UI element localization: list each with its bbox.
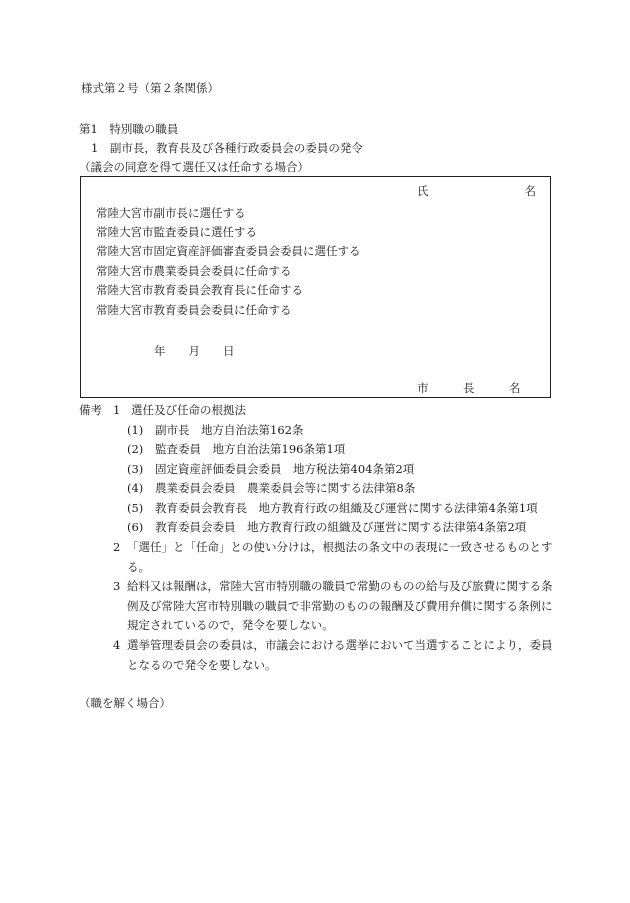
subsection-title: 1 副市長，教育長及び各種行政委員会の委員の発令 xyxy=(91,141,363,155)
form-number: 様式第２号（第２条関係） xyxy=(81,81,219,95)
law-number: (1) xyxy=(127,423,144,437)
note-2-text: 「選任」と「任命」との使い分けは，根拠法の条文中の表現に一致させるものとする。 xyxy=(127,540,553,574)
note-3-number: 3 xyxy=(113,579,121,593)
law-text: 監査委員 地方自治法第196条第1項 xyxy=(155,442,346,456)
law-number: (2) xyxy=(127,442,144,456)
dismissal-case-label: （職を解く場合） xyxy=(79,696,171,710)
appointment-line: 常陸大宮市教育委員会委員に任命する xyxy=(96,303,292,317)
law-text: 教育委員会教育長 地方教育行政の組織及び運営に関する法律第4条第1項 xyxy=(155,501,538,515)
name-label: 氏 名 xyxy=(417,184,536,198)
law-text: 農業委員会委員 農業委員会等に関する法律第8条 xyxy=(155,481,416,495)
appointment-line: 常陸大宮市固定資産評価審査委員会委員に選任する xyxy=(96,244,361,258)
law-text: 固定資産評価委員会委員 地方税法第404条第2項 xyxy=(155,462,415,476)
case-label: （議会の同意を得て選任又は任命する場合） xyxy=(79,160,309,174)
mayor-label: 市 長 名 xyxy=(417,381,521,395)
law-number: (6) xyxy=(127,520,144,534)
date-label: 年 月 日 xyxy=(154,344,235,358)
appointment-line: 常陸大宮市副市長に選任する xyxy=(96,206,246,220)
law-number: (4) xyxy=(127,481,144,495)
note-1-number: 1 xyxy=(113,403,121,417)
law-number: (3) xyxy=(127,462,144,476)
section-title: 第1 特別職の職員 xyxy=(79,122,179,136)
note-4-number: 4 xyxy=(113,638,121,652)
law-text: 教育委員会委員 地方教育行政の組織及び運営に関する法律第4条第2項 xyxy=(155,520,527,534)
note-3-text: 給料又は報酬は，常陸大宮市特別職の職員で常勤のものの給与及び旅費に関する条例及び常陸大宮市特別職の職員で非常勤のものの報酬及び費用弁償に関する条例に規定されているので，発令を要しない。 xyxy=(127,579,553,632)
appointment-line: 常陸大宮市農業委員会委員に任命する xyxy=(96,264,292,278)
law-text: 副市長 地方自治法第162条 xyxy=(155,423,304,437)
note-1-title: 選任及び任命の根拠法 xyxy=(131,403,246,417)
notes-label: 備考 xyxy=(79,403,102,417)
appointment-line: 常陸大宮市教育委員会教育長に任命する xyxy=(96,283,303,297)
note-2-number: 2 xyxy=(113,540,121,554)
law-number: (5) xyxy=(127,501,144,515)
appointment-line: 常陸大宮市監査委員に選任する xyxy=(96,225,257,239)
note-4-text: 選挙管理委員会の委員は，市議会における選挙において当選することにより，委員となるので発令を要しない。 xyxy=(127,638,553,672)
